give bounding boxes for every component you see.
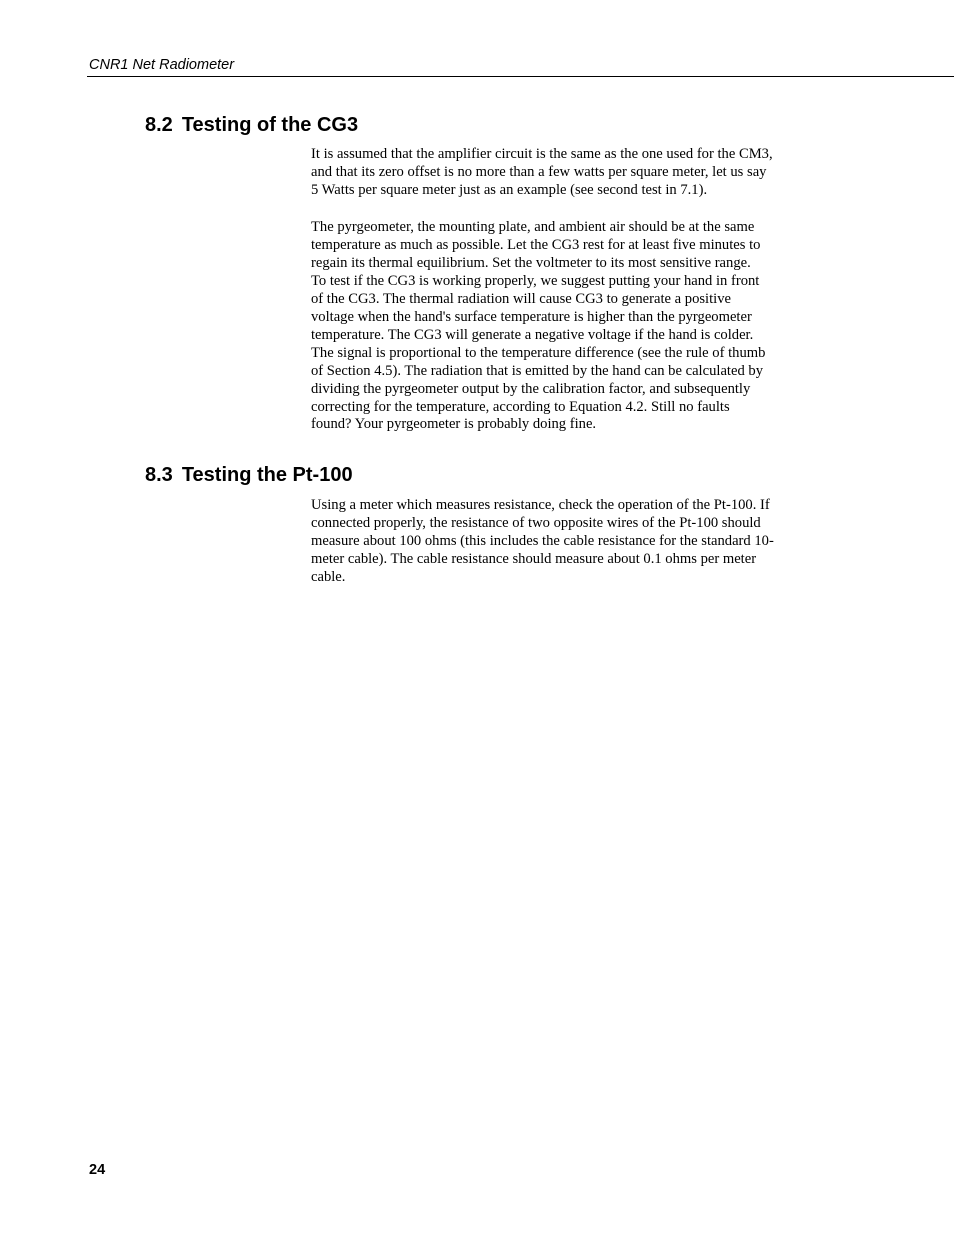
section-heading-8-2	[145, 113, 358, 137]
page-number: 24	[89, 1162, 106, 1178]
text-line: It is assumed that the amplifier circuit is the same as the one used for the CM3,	[311, 146, 773, 162]
text-line: temperature. The CG3 will generate a negative voltage if the hand is colder.	[311, 326, 754, 343]
text-line: dividing the pyrgeometer output by the calibration factor, and subsequently	[311, 380, 751, 397]
text-line: The signal is proportional to the temperature difference (see the rule of thumb	[311, 344, 766, 361]
text-line: Using a meter which measures resistance, check the operation of the Pt-100. If	[311, 497, 770, 513]
text-line: found? Your pyrgeometer is probably doing fine.	[311, 416, 597, 433]
text-line: voltage when the hand's surface temperature is higher than the pyrgeometer	[311, 308, 752, 325]
text-line: connected properly, the resistance of two opposite wires of the Pt-100 should	[311, 514, 761, 531]
text-line: To test if the CG3 is working properly, we suggest putting your hand in front	[311, 272, 760, 289]
text-line: measure about 100 ohms (this includes the cable resistance for the standard 10-	[311, 532, 774, 549]
text-line: temperature as much as possible. Let the CG3 rest for at least five minutes to	[311, 236, 761, 253]
section-title: Testing of the CG3	[181, 114, 359, 136]
section-heading-8-3	[145, 463, 353, 487]
text-line: of the CG3. The thermal radiation will cause CG3 to generate a positive	[311, 290, 731, 307]
running-header: CNR1 Net Radiometer	[89, 57, 235, 73]
text-line: of Section 4.5). The radiation that is emitted by the hand can be calculated by	[311, 362, 763, 379]
section-number: 8.3	[145, 464, 173, 486]
paragraph-8-2-2	[311, 219, 816, 434]
text-line: 5 Watts per square meter just as an example (see second test in 7.1).	[311, 181, 708, 198]
text-line: correcting for the temperature, according to Equation 4.2. Still no faults	[311, 398, 730, 415]
section-number: 8.2	[145, 114, 173, 136]
text-line: cable.	[311, 568, 346, 585]
section-title: Testing the Pt-100	[181, 464, 353, 486]
text-line: meter cable). The cable resistance should measure about 0.1 ohms per meter	[311, 550, 757, 567]
paragraph-8-2-1	[311, 146, 816, 200]
text-line: The pyrgeometer, the mounting plate, and ambient air should be at the same	[311, 219, 755, 235]
paragraph-8-3-1	[311, 497, 816, 587]
header-rule	[87, 76, 954, 77]
text-line: and that its zero offset is no more than a few watts per square meter, let us say	[311, 163, 767, 180]
text-line: regain its thermal equilibrium. Set the voltmeter to its most sensitive range.	[311, 254, 751, 271]
